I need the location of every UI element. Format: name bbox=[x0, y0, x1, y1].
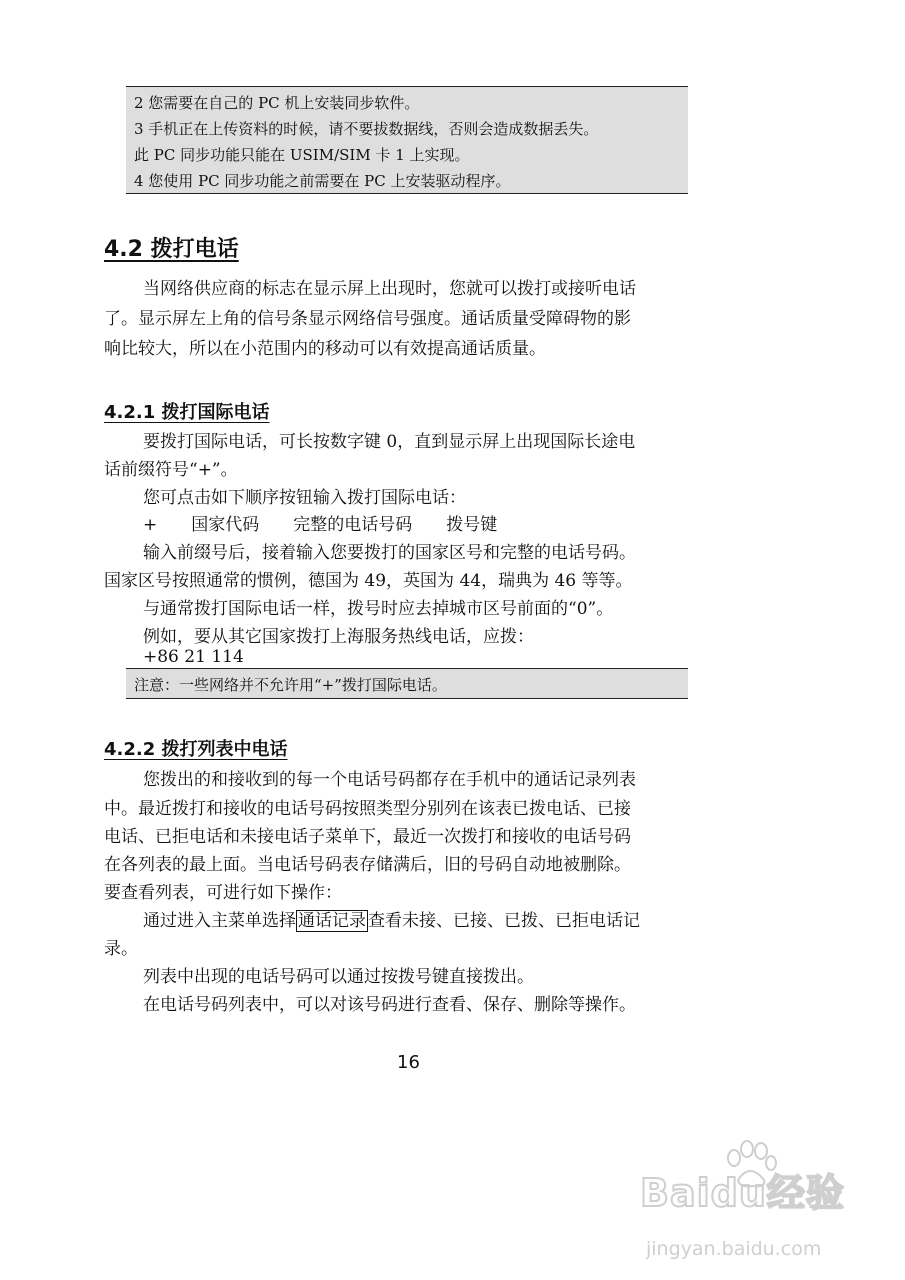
paragraph-line: 您可点击如下顺序按钮输入拨打国际电话： bbox=[143, 488, 466, 508]
paragraph-line: 列表中出现的电话号码可以通过按拨号键直接拨出。 bbox=[143, 967, 534, 987]
call-log-menu-term: 通话记录 bbox=[298, 911, 366, 931]
international-note-box bbox=[126, 668, 688, 699]
watermark-url: jingyan.baidu.com bbox=[646, 1238, 822, 1260]
paragraph-line: 中。最近拨打和接收的电话号码按照类型分别列在该表已拨电话、已接 bbox=[104, 799, 631, 819]
section-heading-4-2-1: 4.2.1 拨打国际电话 bbox=[104, 402, 270, 423]
section-heading-4-2-2: 4.2.2 拨打列表中电话 bbox=[104, 739, 288, 760]
paragraph-line: 要查看列表，可进行如下操作： bbox=[104, 883, 342, 903]
paragraph-line: 电话、已拒电话和未接电话子菜单下，最近一次拨打和接收的电话号码 bbox=[104, 827, 631, 847]
menu-text-after: 查看未接、已接、已拨、已拒电话记 bbox=[368, 911, 640, 931]
note-line: 2 您需要在自己的 PC 机上安装同步软件。 bbox=[134, 94, 420, 112]
top-note-box bbox=[126, 86, 688, 194]
page-number: 16 bbox=[397, 1052, 420, 1073]
paragraph-line: 话前缀符号“+”。 bbox=[104, 460, 238, 480]
paragraph-line: 输入前缀号后，接着输入您要拨打的国家区号和完整的电话号码。 bbox=[143, 543, 636, 563]
example-number: +86 21 114 bbox=[143, 647, 244, 667]
paragraph-line: 国家区号按照通常的惯例，德国为 49，英国为 44，瑞典为 46 等等。 bbox=[104, 571, 633, 591]
note-line: 3 手机正在上传资料的时候，请不要拔数据线，否则会造成数据丢失。 bbox=[134, 120, 599, 138]
paragraph-line: 响比较大，所以在小范围内的移动可以有效提高通话质量。 bbox=[104, 339, 546, 359]
paragraph-line: 例如，要从其它国家拨打上海服务热线电话，应拨： bbox=[143, 627, 534, 647]
paragraph-line: 了。显示屏左上角的信号条显示网络信号强度。通话质量受障碍物的影 bbox=[104, 309, 631, 329]
section-heading-4-2: 4.2 拨打电话 bbox=[104, 237, 239, 262]
paragraph-line: 要拨打国际电话，可长按数字键 0，直到显示屏上出现国际长途电 bbox=[143, 432, 636, 452]
dial-sequence-line: + 国家代码 完整的电话号码 拨号键 bbox=[143, 515, 498, 535]
paragraph-line: 在电话号码列表中，可以对该号码进行查看、保存、删除等操作。 bbox=[143, 995, 636, 1015]
watermark-brand: Baidu经验 bbox=[640, 1171, 845, 1215]
note-line: 4 您使用 PC 同步功能之前需要在 PC 上安装驱动程序。 bbox=[134, 172, 511, 190]
paragraph-line: 与通常拨打国际电话一样，拨号时应去掉城市区号前面的“0”。 bbox=[143, 599, 614, 619]
note-line: 注意：一些网络并不允许用“+”拨打国际电话。 bbox=[134, 676, 447, 694]
menu-text-before: 通过进入主菜单选择 bbox=[143, 911, 296, 931]
baidu-jingyan-watermark bbox=[640, 1140, 880, 1270]
paragraph-line: 在各列表的最上面。当电话号码表存储满后，旧的号码自动地被删除。 bbox=[104, 855, 631, 875]
paragraph-line: 当网络供应商的标志在显示屏上出现时，您就可以拨打或接听电话 bbox=[143, 279, 636, 299]
paragraph-line: 录。 bbox=[104, 939, 138, 959]
note-line: 此 PC 同步功能只能在 USIM/SIM 卡 1 上实现。 bbox=[134, 146, 470, 164]
paragraph-line: 您拨出的和接收到的每一个电话号码都存在手机中的通话记录列表 bbox=[143, 770, 636, 790]
menu-instruction-line bbox=[143, 906, 640, 931]
